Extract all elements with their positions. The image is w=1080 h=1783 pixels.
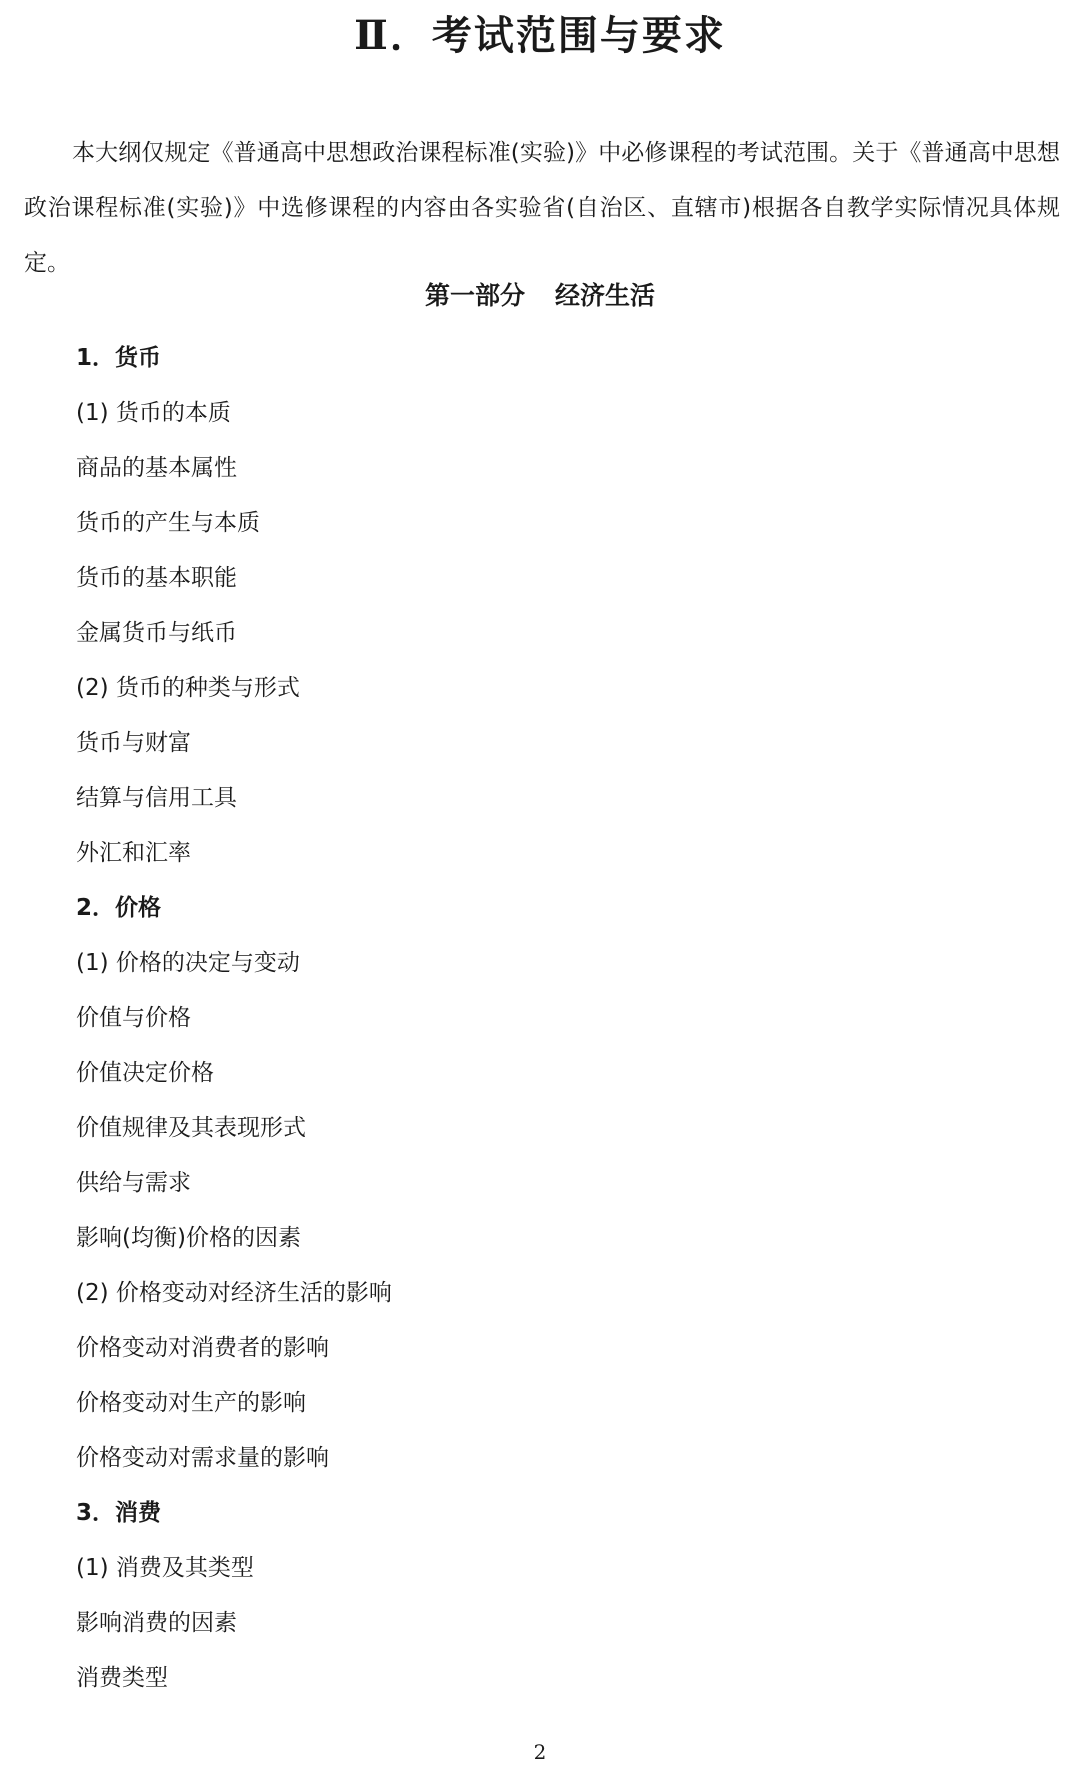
outline-item: 商品的基本属性 <box>76 455 237 481</box>
outline-item: 消费类型 <box>76 1665 168 1691</box>
syllabus-outline <box>76 338 1056 1713</box>
part-heading <box>0 278 1080 314</box>
outline-section-heading: 1．货币 <box>76 345 162 371</box>
outline-item: 金属货币与纸币 <box>76 620 237 646</box>
page-number: 2 <box>533 1740 547 1764</box>
outline-subsection-heading: (1) 货币的本质 <box>76 400 231 426</box>
outline-item: 货币的基本职能 <box>76 565 237 591</box>
outline-item: 价值决定价格 <box>76 1060 214 1086</box>
outline-item: 货币与财富 <box>76 730 191 756</box>
page-title: Ⅱ．考试范围与要求 <box>354 12 726 59</box>
outline-item: 结算与信用工具 <box>76 785 237 811</box>
outline-item: 价格变动对生产的影响 <box>76 1390 306 1416</box>
outline-item: 价值与价格 <box>76 1005 191 1031</box>
outline-item: 影响消费的因素 <box>76 1610 237 1636</box>
outline-item: 影响(均衡)价格的因素 <box>76 1225 301 1251</box>
outline-section-heading: 2．价格 <box>76 895 162 921</box>
outline-item: 价值规律及其表现形式 <box>76 1115 306 1141</box>
outline-subsection-heading: (1) 消费及其类型 <box>76 1555 254 1581</box>
outline-item: 供给与需求 <box>76 1170 191 1196</box>
outline-item: 外汇和汇率 <box>76 840 191 866</box>
outline-item: 价格变动对消费者的影响 <box>76 1335 329 1361</box>
intro-paragraph: 本大纲仅规定《普通高中思想政治课程标准(实验)》中必修课程的考试范围。关于《普通高中思想政治课程标准(实验)》中选修课程的内容由各实验省(自治区、直辖市)根据各自教学实际情况具体规定。 <box>24 140 1060 276</box>
outline-item: 价格变动对需求量的影响 <box>76 1445 329 1471</box>
outline-subsection-heading: (2) 价格变动对经济生活的影响 <box>76 1280 392 1306</box>
outline-section-heading: 3．消费 <box>76 1500 162 1526</box>
part-name: 经济生活 <box>555 281 656 310</box>
part-label: 第一部分 <box>424 281 525 310</box>
outline-subsection-heading: (2) 货币的种类与形式 <box>76 675 300 701</box>
outline-subsection-heading: (1) 价格的决定与变动 <box>76 950 300 976</box>
outline-item: 货币的产生与本质 <box>76 510 260 536</box>
